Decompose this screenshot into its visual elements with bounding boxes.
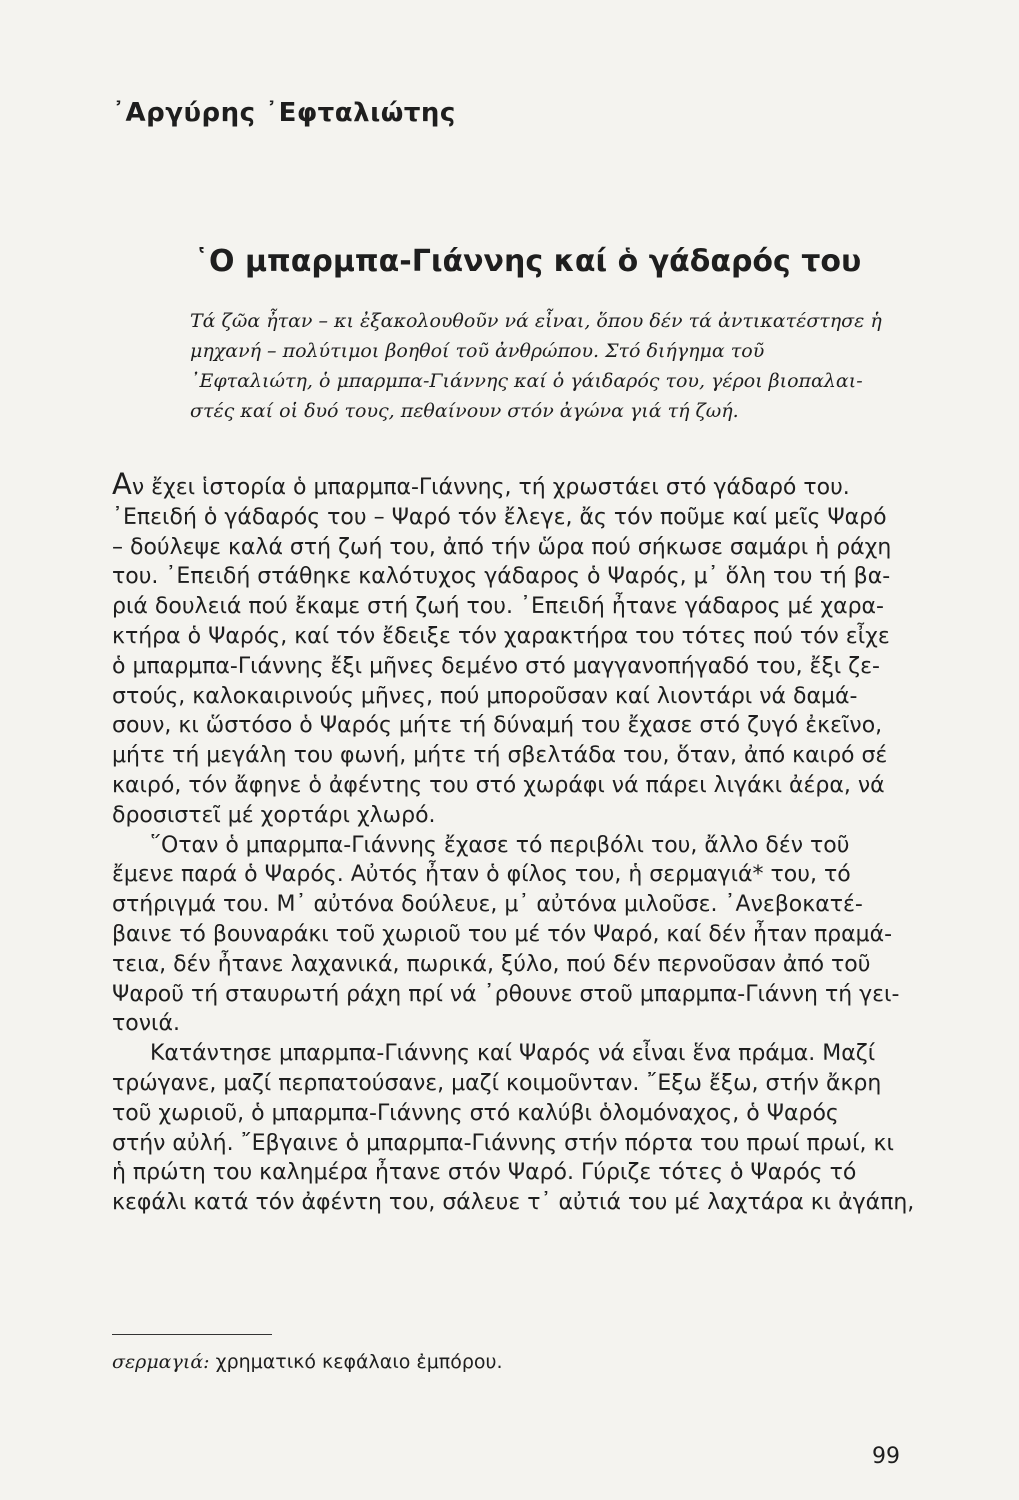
footnote-definition: χρηματικό κεφάλαιο ἐμπόρου. — [215, 1351, 503, 1373]
body-line: κτήρα ὁ Ψαρός, καί τόν ἔδειξε τόν χαρακτήρα του τότες πού τόν εἶχε — [112, 623, 890, 649]
page-number: 99 — [872, 1444, 900, 1469]
body-line: Ψαροῦ τή σταυρωτή ράχη πρί νά ᾿ρθουνε στοῦ μπαρμπα-Γιάννη τή γει- — [112, 981, 900, 1007]
body-line: τεια, δέν ἦτανε λαχανικά, πωρικά, ξύλο, πού δέν περνοῦσαν ἀπό τοῦ — [112, 951, 871, 977]
body-line: καιρό, τόν ἄφηνε ὁ ἀφέντης του στό χωράφι νά πάρει λιγάκι ἀέρα, νά — [112, 772, 885, 798]
body-line: μήτε τή μεγάλη του φωνή, μήτε τή σβελτάδα του, ὅταν, ἀπό καιρό σέ — [112, 743, 888, 769]
intro-paragraph — [190, 306, 910, 426]
footnote-separator — [112, 1334, 272, 1335]
footnote — [112, 1351, 503, 1373]
story-body — [112, 467, 915, 1218]
body-line: Κατάντησε μπαρμπα-Γιάννης καί Ψαρός νά εἶναι ἕνα πράμα. Μαζί — [150, 1041, 876, 1067]
intro-line: ᾿Εφταλιώτη, ὁ μπαρμπα-Γιάννης καί ὁ γάιδαρός του, γέροι βιοπαλαι- — [190, 370, 863, 392]
body-line: ῞Οταν ὁ μπαρμπα-Γιάννης ἔχασε τό περιβόλι του, ἄλλο δέν τοῦ — [150, 832, 850, 858]
footnote-term: σερμαγιά: — [112, 1351, 210, 1373]
body-line: στήριγμά του. Μ᾿ αὐτόνα δούλευε, μ᾿ αὐτόνα μιλοῦσε. ᾿Ανεβοκατέ- — [112, 892, 863, 918]
body-line: ριά δουλειά πού ἔκαμε στή ζωή του. ᾿Επειδή ἦτανε γάδαρος μέ χαρα- — [112, 594, 884, 620]
body-line: – δούλεψε καλά στή ζωή του, ἀπό τήν ὥρα πού σήκωσε σαμάρι ἡ ράχη — [112, 534, 892, 560]
body-line: ἡ πρώτη του καλημέρα ἦτανε στόν Ψαρό. Γύριζε τότες ὁ Ψαρός τό — [112, 1160, 857, 1186]
drop-cap: Α — [112, 467, 132, 501]
intro-line: Τά ζῶα ἦταν – κι ἐξακολουθοῦν νά εἶναι, ὅπου δέν τά ἀντικατέστησε ἡ — [190, 310, 882, 332]
body-line: στούς, καλοκαιρινούς μῆνες, πού μποροῦσαν καί λιοντάρι νά δαμά- — [112, 683, 858, 709]
story-title: ῾Ο μπαρμπα-Γιάννης καί ὁ γάδαρός του — [194, 244, 862, 279]
body-line: κεφάλι κατά τόν ἀφέντη του, σάλευε τ᾿ αὐτιά του μέ λαχτάρα κι ἀγάπη, — [112, 1190, 915, 1216]
author-name: ᾿Αργύρης ᾿Εφταλιώτης — [112, 98, 456, 128]
body-line — [112, 467, 912, 503]
body-line: δροσιστεῖ μέ χορτάρι χλωρό. — [112, 802, 436, 828]
body-line: στήν αὐλή. ῎Εβγαινε ὁ μπαρμπα-Γιάννης στήν πόρτα του πρωί πρωί, κι — [112, 1130, 894, 1156]
body-line: βαινε τό βουναράκι τοῦ χωριοῦ του μέ τόν Ψαρό, καί δέν ἦταν πραμά- — [112, 921, 893, 947]
body-line-text: ν ἔχει ἱστορία ὁ μπαρμπα-Γιάννης, τή χρωστάει στό γάδαρό του. — [131, 475, 850, 500]
body-line: ᾿Επειδή ὁ γάδαρός του – Ψαρό τόν ἔλεγε, ἄς τόν ποῦμε καί μεῖς Ψαρό — [112, 504, 887, 530]
body-line: ὁ μπαρμπα-Γιάννης ἔξι μῆνες δεμένο στό μαγγανοπήγαδό του, ἔξι ζε- — [112, 653, 880, 679]
body-line: ἔμενε παρά ὁ Ψαρός. Αὐτός ἦταν ὁ φίλος του, ἡ σερμαγιά* του, τό — [112, 862, 851, 888]
intro-line: μηχανή – πολύτιμοι βοηθοί τοῦ ἀνθρώπου. Στό διήγημα τοῦ — [190, 340, 765, 362]
body-line: του. ᾿Επειδή στάθηκε καλότυχος γάδαρος ὁ Ψαρός, μ᾿ ὅλη του τή βα- — [112, 564, 891, 590]
body-line: τρώγανε, μαζί περπατούσανε, μαζί κοιμοῦνταν. ῎Εξω ἔξω, στήν ἄκρη — [112, 1070, 882, 1096]
body-line: τοῦ χωριοῦ, ὁ μπαρμπα-Γιάννης στό καλύβι ὁλομόναχος, ὁ Ψαρός — [112, 1100, 839, 1126]
body-line: σουν, κι ὥστόσο ὁ Ψαρός μήτε τή δύναμή του ἔχασε στό ζυγό ἐκεῖνο, — [112, 713, 883, 739]
body-line: τονιά. — [112, 1011, 180, 1037]
intro-line: στές καί οἱ δυό τους, πεθαίνουν στόν ἀγώνα γιά τή ζωή. — [190, 400, 739, 422]
